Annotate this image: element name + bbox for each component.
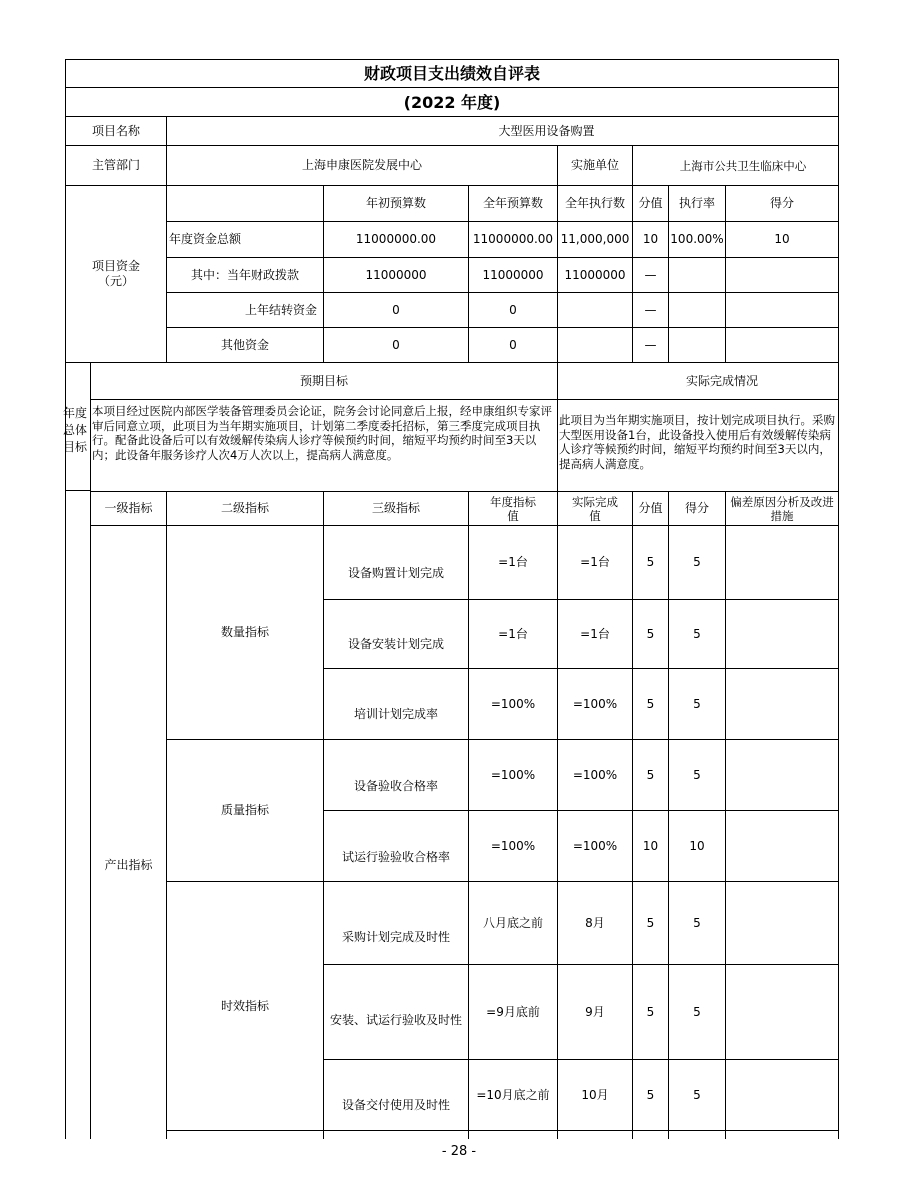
score-value: 5	[646, 767, 655, 782]
fund-cell: —	[644, 267, 657, 282]
fund-cell: 11000000.00	[355, 232, 437, 246]
score-value: 5	[646, 1087, 655, 1102]
target-value: =100%	[490, 696, 536, 711]
indicator-header: 偏差原因分析及改进措施	[730, 494, 834, 523]
page-number: - 28 -	[441, 1144, 477, 1159]
got-value: 10	[689, 838, 705, 853]
fund-header: 全年执行数	[564, 196, 625, 210]
score-value: 5	[646, 1004, 655, 1019]
fund-cell	[669, 328, 725, 362]
fund-cell: 0	[392, 302, 400, 317]
expected-goal-text: 本项目经过医院内部医学装备管理委员会论证，院务会讨论同意后上报，经申康组织专家评审后同意立项，此项目为当年期实施项目，计划第二季度委托招标，第三季度完成项目执行。配备此设备后可以有效缓解传染病人诊疗等候预约时间，缩短平均预约时间至3天以内；此设备年服务诊疗人次4万人次以上，提高病人满意度。	[92, 404, 552, 462]
actual-goal-text: 此项目为当年期实施项目，按计划完成项目执行。采购大型医用设备1台，此设备投入使用后有效缓解传染病人诊疗等候预约时间，缩短平均预约时间至3天以内，提高病人满意度。	[559, 413, 835, 471]
indicator-header: 得分	[684, 501, 709, 515]
fund-cell: —	[644, 302, 657, 317]
fund-row-name: 上年结转资金	[244, 302, 317, 317]
got-value: 5	[693, 555, 701, 569]
fund-cell: 11000000	[564, 267, 626, 282]
indicator-header: 一级指标	[104, 501, 153, 515]
got-value: 5	[693, 1004, 701, 1019]
fund-header: 得分	[769, 196, 794, 210]
fund-row-name: 其中：当年财政拨款	[190, 267, 299, 282]
fund-cell	[558, 293, 632, 327]
actual-value: =100%	[572, 767, 618, 782]
score-value: 5	[646, 555, 655, 569]
fund-cell: 0	[509, 302, 517, 317]
fund-cell	[669, 258, 725, 292]
actual-value: 10月	[581, 1087, 609, 1102]
level2-indicator: 时效指标	[220, 998, 269, 1013]
fund-header: 全年预算数	[482, 196, 543, 210]
level3-indicator: 设备交付使用及时性	[341, 1097, 450, 1112]
fund-header: 年初预算数	[365, 196, 426, 210]
indicator-header: 三级指标	[371, 501, 420, 515]
fund-cell	[726, 328, 838, 362]
got-value: 5	[693, 1087, 701, 1102]
target-value: =100%	[490, 767, 536, 782]
actual-value: =1台	[580, 626, 610, 641]
fund-header: 执行率	[678, 196, 715, 210]
level3-indicator: 设备安装计划完成	[347, 636, 444, 651]
level3-indicator: 采购计划完成及时性	[341, 929, 450, 944]
actual-value: =100%	[572, 696, 618, 711]
fund-cell: 100.00%	[670, 232, 724, 246]
indicator-header: 二级指标	[220, 501, 269, 515]
got-value: 5	[693, 626, 701, 641]
level3-indicator: 安装、试运行验收及时性	[329, 1013, 462, 1027]
score-value: 10	[642, 838, 659, 853]
fund-cell	[558, 328, 632, 362]
score-value: 5	[646, 626, 655, 641]
dept-value: 上海申康医院发展中心	[301, 158, 422, 172]
target-value: =1台	[498, 626, 528, 641]
indicator-header: 分值	[638, 501, 663, 515]
fund-row-name: 其他资金	[220, 337, 269, 352]
target-value: =100%	[490, 838, 536, 853]
table-year: (2022 年度)	[403, 92, 501, 112]
fund-cell: 10	[642, 232, 659, 246]
fund-cell: 10	[774, 232, 790, 246]
expected-goal-header: 预期目标	[299, 373, 348, 388]
dept-label: 主管部门	[91, 158, 140, 172]
fund-cell: 0	[392, 337, 400, 352]
actual-value: 9月	[585, 1004, 605, 1019]
fund-cell	[726, 293, 838, 327]
indicator-header: 实际完成值	[572, 494, 618, 523]
project-name: 大型医用设备购置	[498, 123, 595, 138]
score-value: 5	[646, 696, 655, 711]
target-value: =10月底之前	[476, 1087, 550, 1102]
fund-cell: 11,000,000	[560, 232, 630, 246]
funds-label: 项目资金（元）	[91, 259, 140, 288]
level2-indicator: 数量指标	[220, 625, 269, 639]
got-value: 5	[693, 767, 701, 782]
fund-cell: 11000000.00	[472, 232, 554, 246]
level3-indicator: 设备验收合格率	[353, 778, 438, 793]
fund-header: 分值	[638, 196, 663, 210]
fund-cell: —	[644, 337, 657, 352]
got-value: 5	[693, 696, 701, 711]
actual-goal-header: 实际完成情况	[685, 373, 758, 388]
impl-unit: 上海市公共卫生临床中心	[679, 158, 807, 173]
target-value: =1台	[498, 555, 528, 569]
project-name-label: 项目名称	[91, 123, 140, 138]
actual-value: =100%	[572, 838, 618, 853]
fund-cell: 0	[509, 337, 517, 352]
level1-indicator: 产出指标	[104, 857, 153, 872]
fund-row-name: 年度资金总额	[169, 232, 242, 246]
impl-label: 实施单位	[570, 158, 619, 172]
indicator-header: 年度指标值	[490, 494, 536, 523]
table-title: 财政项目支出绩效自评表	[363, 64, 540, 83]
fund-cell: 11000000	[365, 267, 427, 282]
goals-side-label: 年度总体目标	[63, 406, 88, 454]
fund-cell: 11000000	[482, 267, 544, 282]
level2-indicator: 质量指标	[220, 803, 269, 817]
level3-indicator: 试运行验验收合格率	[341, 849, 450, 864]
fund-cell	[726, 258, 838, 292]
actual-value: =1台	[580, 555, 610, 569]
score-value: 5	[646, 915, 655, 930]
level3-indicator: 设备购置计划完成	[347, 566, 444, 580]
fund-cell	[669, 293, 725, 327]
actual-value: 8月	[585, 915, 605, 930]
target-value: 八月底之前	[482, 915, 543, 930]
level3-indicator: 培训计划完成率	[353, 707, 438, 721]
target-value: =9月底前	[486, 1004, 540, 1019]
got-value: 5	[693, 915, 701, 930]
